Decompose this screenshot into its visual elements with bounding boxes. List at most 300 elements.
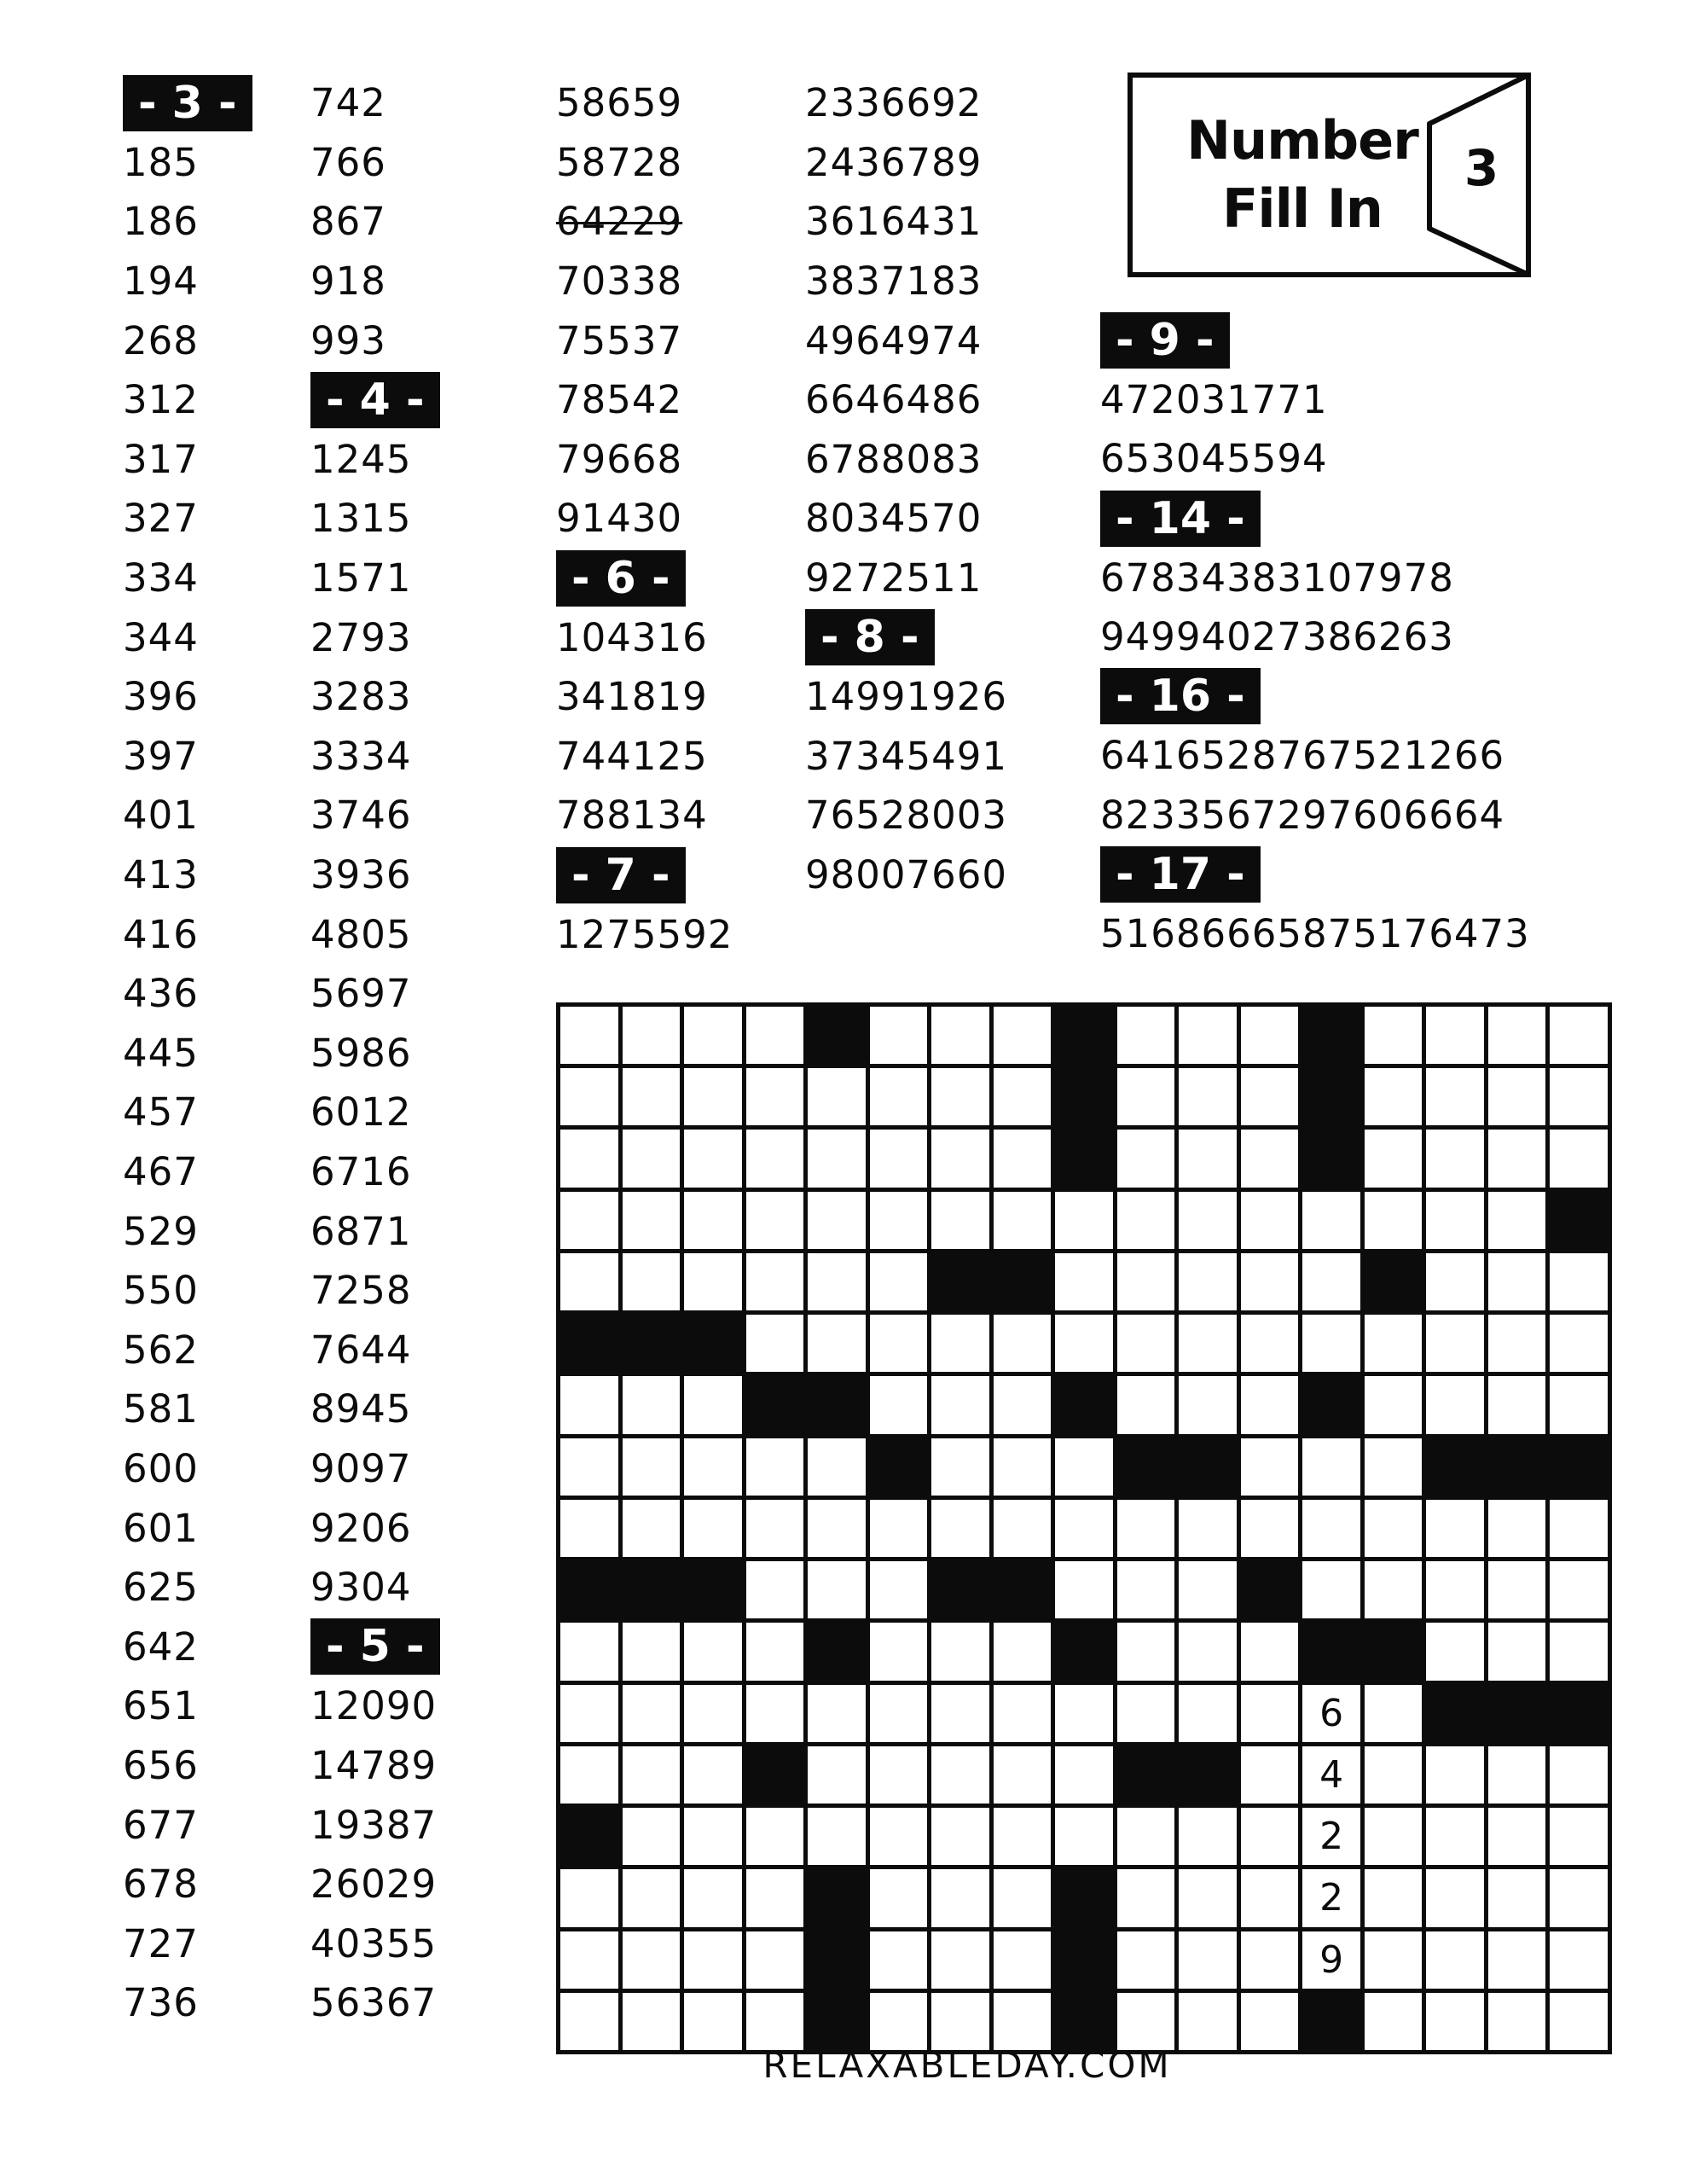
grid-cell[interactable] — [746, 1685, 804, 1742]
grid-cell[interactable] — [1179, 1130, 1237, 1187]
grid-cell[interactable] — [684, 1869, 742, 1926]
number-entry-text[interactable]: 397 — [123, 733, 199, 779]
grid-cell[interactable] — [1488, 1931, 1546, 1989]
grid-cell[interactable] — [560, 1746, 618, 1804]
grid-cell[interactable] — [1426, 1315, 1484, 1372]
number-entry-text[interactable]: 1571 — [310, 555, 412, 601]
grid-cell[interactable] — [1179, 1315, 1237, 1372]
number-entry-text[interactable]: 344 — [123, 614, 199, 660]
grid-cell[interactable] — [931, 1746, 989, 1804]
number-entry-text[interactable]: 98007660 — [805, 852, 1008, 898]
grid-cell[interactable] — [1302, 1253, 1360, 1310]
grid-cell[interactable] — [684, 1808, 742, 1865]
grid-cell[interactable] — [684, 1007, 742, 1064]
number-entry-text[interactable]: 70338 — [556, 258, 683, 305]
number-entry-text[interactable]: 727 — [123, 1920, 199, 1966]
grid-cell[interactable] — [684, 1746, 742, 1804]
grid-cell[interactable] — [1488, 1007, 1546, 1064]
grid-cell[interactable] — [1426, 1561, 1484, 1618]
number-entry-text[interactable]: 8034570 — [805, 496, 983, 542]
grid-cell[interactable] — [870, 1253, 928, 1310]
grid-cell[interactable] — [1365, 1007, 1423, 1064]
grid-cell[interactable] — [870, 1869, 928, 1926]
grid-cell[interactable] — [994, 1315, 1052, 1372]
number-entry-text[interactable]: 6716 — [310, 1148, 412, 1194]
grid-cell[interactable] — [746, 1808, 804, 1865]
grid-cell[interactable] — [1117, 1253, 1175, 1310]
grid-cell[interactable] — [1365, 1068, 1423, 1125]
number-entry-text[interactable]: 457 — [123, 1089, 199, 1136]
grid-cell[interactable] — [1241, 1931, 1299, 1989]
grid-cell[interactable] — [1241, 1623, 1299, 1680]
grid-cell[interactable] — [1055, 1253, 1113, 1310]
number-entry-text[interactable]: 312 — [123, 377, 199, 423]
number-entry-text[interactable]: 642 — [123, 1623, 199, 1670]
grid-cell[interactable] — [684, 1253, 742, 1310]
number-entry-text[interactable]: 3936 — [310, 852, 412, 898]
grid-cell[interactable] — [1241, 1192, 1299, 1249]
grid-cell[interactable] — [1426, 1068, 1484, 1125]
number-entry-text[interactable]: 78542 — [556, 377, 683, 423]
number-entry-text[interactable]: 6646486 — [805, 377, 983, 423]
grid-cell[interactable] — [1055, 1315, 1113, 1372]
grid-cell[interactable] — [623, 1253, 681, 1310]
number-entry-text[interactable]: 6416528767521266 — [1100, 733, 1505, 779]
grid-cell[interactable] — [1426, 1931, 1484, 1989]
number-entry-text[interactable]: 401 — [123, 793, 199, 839]
grid-cell[interactable] — [870, 1746, 928, 1804]
grid-cell[interactable] — [994, 1993, 1052, 2050]
grid-cell[interactable] — [560, 1068, 618, 1125]
grid-cell[interactable] — [1550, 1746, 1608, 1804]
grid-cell[interactable] — [1550, 1623, 1608, 1680]
number-entry-text[interactable]: 396 — [123, 674, 199, 720]
grid-cell[interactable] — [1488, 1808, 1546, 1865]
grid-cell[interactable] — [1426, 1500, 1484, 1557]
grid-cell[interactable] — [1179, 1253, 1237, 1310]
grid-cell[interactable] — [746, 1130, 804, 1187]
grid-cell[interactable] — [808, 1130, 866, 1187]
grid-cell[interactable] — [870, 1130, 928, 1187]
grid-cell[interactable] — [1179, 1192, 1237, 1249]
grid-cell[interactable] — [1117, 1500, 1175, 1557]
grid-cell[interactable] — [994, 1438, 1052, 1496]
grid-cell[interactable] — [931, 1931, 989, 1989]
grid-cell[interactable] — [1550, 1561, 1608, 1618]
grid-cell[interactable] — [1426, 1623, 1484, 1680]
grid-cell[interactable] — [1117, 1561, 1175, 1618]
grid-cell[interactable] — [684, 1192, 742, 1249]
grid-cell[interactable] — [1426, 1253, 1484, 1310]
grid-cell[interactable] — [560, 1438, 618, 1496]
grid-cell[interactable] — [1488, 1561, 1546, 1618]
grid-cell[interactable] — [1550, 1007, 1608, 1064]
grid-cell[interactable] — [1179, 1561, 1237, 1618]
number-entry-text[interactable]: 467 — [123, 1148, 199, 1194]
number-entry-text[interactable]: 37345491 — [805, 733, 1008, 779]
grid-cell[interactable] — [1550, 1068, 1608, 1125]
grid-cell[interactable] — [1117, 1068, 1175, 1125]
grid-cell[interactable] — [1550, 1808, 1608, 1865]
grid-cell[interactable] — [684, 1068, 742, 1125]
grid-cell[interactable] — [1488, 1068, 1546, 1125]
grid-cell[interactable] — [870, 1315, 928, 1372]
grid-cell[interactable] — [1055, 1808, 1113, 1865]
grid-cell[interactable] — [1179, 1376, 1237, 1433]
grid-cell-filled[interactable]: 9 — [1302, 1931, 1360, 1989]
grid-cell[interactable] — [1241, 1993, 1299, 2050]
grid-cell[interactable] — [808, 1068, 866, 1125]
grid-cell[interactable] — [1488, 1869, 1546, 1926]
number-entry-text[interactable]: 472031771 — [1100, 376, 1328, 422]
grid-cell[interactable] — [1550, 1315, 1608, 1372]
grid-cell[interactable] — [623, 1808, 681, 1865]
grid-cell[interactable] — [1117, 1130, 1175, 1187]
grid-cell[interactable] — [1550, 1931, 1608, 1989]
grid-cell[interactable] — [1055, 1438, 1113, 1496]
number-entry-text[interactable]: 51686665875176473 — [1100, 911, 1530, 957]
grid-cell-filled[interactable]: 6 — [1302, 1685, 1360, 1742]
grid-cell[interactable] — [560, 1192, 618, 1249]
grid-cell[interactable] — [1302, 1561, 1360, 1618]
grid-cell[interactable] — [560, 1500, 618, 1557]
grid-cell[interactable] — [870, 1685, 928, 1742]
grid-cell[interactable] — [931, 1685, 989, 1742]
grid-cell[interactable] — [560, 1623, 618, 1680]
grid-cell[interactable] — [623, 1869, 681, 1926]
grid-cell[interactable] — [1426, 1808, 1484, 1865]
number-entry-text[interactable]: 26029 — [310, 1862, 438, 1908]
number-entry-text[interactable]: 993 — [310, 317, 386, 363]
grid-cell[interactable] — [746, 1068, 804, 1125]
grid-cell[interactable] — [1117, 1315, 1175, 1372]
number-entry-text[interactable]: 3837183 — [805, 258, 983, 305]
grid-cell[interactable] — [1365, 1500, 1423, 1557]
grid-cell[interactable] — [623, 1685, 681, 1742]
grid-cell[interactable] — [623, 1931, 681, 1989]
grid-cell[interactable] — [1550, 1993, 1608, 2050]
grid-cell[interactable] — [994, 1623, 1052, 1680]
grid-cell[interactable] — [1488, 1746, 1546, 1804]
grid-cell[interactable] — [1179, 1808, 1237, 1865]
grid-cell[interactable] — [931, 1376, 989, 1433]
grid-cell[interactable] — [746, 1007, 804, 1064]
number-entry-text[interactable]: 4805 — [310, 911, 412, 957]
grid-cell[interactable] — [994, 1130, 1052, 1187]
grid-cell[interactable] — [808, 1746, 866, 1804]
number-entry-text[interactable]: 653045594 — [1100, 436, 1328, 482]
grid-cell[interactable] — [1426, 1869, 1484, 1926]
number-entry-text[interactable]: 788134 — [556, 793, 708, 839]
grid-cell[interactable] — [1179, 1685, 1237, 1742]
grid-cell[interactable] — [994, 1007, 1052, 1064]
grid-cell[interactable] — [746, 1623, 804, 1680]
grid-cell[interactable] — [1365, 1869, 1423, 1926]
grid-cell[interactable] — [1055, 1561, 1113, 1618]
grid-cell[interactable] — [1179, 1623, 1237, 1680]
grid-cell[interactable] — [994, 1685, 1052, 1742]
number-entry-text[interactable]: 918 — [310, 258, 386, 305]
number-entry-text[interactable]: 562 — [123, 1327, 199, 1373]
grid-cell[interactable] — [931, 1623, 989, 1680]
grid-cell-filled[interactable]: 2 — [1302, 1808, 1360, 1865]
grid-cell[interactable] — [1117, 1808, 1175, 1865]
number-entry-text[interactable]: 550 — [123, 1268, 199, 1314]
grid-cell[interactable] — [623, 1130, 681, 1187]
grid-cell[interactable] — [931, 1869, 989, 1926]
number-entry-text[interactable]: 12090 — [310, 1683, 438, 1729]
grid-cell[interactable] — [746, 1438, 804, 1496]
number-entry-text[interactable]: 651 — [123, 1683, 199, 1729]
number-entry-text[interactable]: 3334 — [310, 733, 412, 779]
grid-cell[interactable] — [870, 1623, 928, 1680]
grid-cell[interactable] — [1117, 1685, 1175, 1742]
grid-cell[interactable] — [994, 1931, 1052, 1989]
grid-cell[interactable] — [623, 1438, 681, 1496]
grid-cell[interactable] — [870, 1500, 928, 1557]
number-entry-text[interactable]: 75537 — [556, 317, 683, 363]
number-entry-text[interactable]: 9206 — [310, 1505, 412, 1551]
number-entry-text[interactable]: 6788083 — [805, 436, 983, 482]
grid-cell[interactable] — [1488, 1623, 1546, 1680]
grid-cell[interactable] — [623, 1068, 681, 1125]
grid-cell[interactable] — [1241, 1500, 1299, 1557]
grid-cell[interactable] — [1550, 1253, 1608, 1310]
number-entry-text[interactable]: 9097 — [310, 1445, 412, 1491]
number-entry-text[interactable]: 58659 — [556, 80, 683, 126]
grid-cell[interactable] — [684, 1130, 742, 1187]
grid-cell[interactable] — [560, 1130, 618, 1187]
number-entry-text[interactable]: 766 — [310, 139, 386, 185]
number-entry-text[interactable]: 436 — [123, 971, 199, 1017]
number-entry-text[interactable]: 4964974 — [805, 317, 983, 363]
grid-cell[interactable] — [1117, 1192, 1175, 1249]
grid-cell[interactable] — [1117, 1931, 1175, 1989]
number-entry-text[interactable]: 94994027386263 — [1100, 614, 1454, 660]
grid-cell[interactable] — [1365, 1808, 1423, 1865]
number-entry-text[interactable]: 656 — [123, 1742, 199, 1788]
grid-cell[interactable] — [560, 1007, 618, 1064]
grid-cell[interactable] — [1488, 1500, 1546, 1557]
number-entry-text[interactable]: 14991926 — [805, 674, 1008, 720]
grid-cell[interactable] — [870, 1931, 928, 1989]
grid-cell[interactable] — [870, 1561, 928, 1618]
grid-cell[interactable] — [1302, 1438, 1360, 1496]
grid-cell[interactable] — [746, 1192, 804, 1249]
grid-cell[interactable] — [684, 1993, 742, 2050]
grid-cell[interactable] — [1241, 1376, 1299, 1433]
number-entry-text[interactable]: 7644 — [310, 1327, 412, 1373]
grid-cell[interactable] — [994, 1869, 1052, 1926]
grid-cell[interactable] — [1241, 1253, 1299, 1310]
grid-cell[interactable] — [1550, 1869, 1608, 1926]
grid-cell[interactable] — [1488, 1253, 1546, 1310]
grid-cell[interactable] — [994, 1068, 1052, 1125]
grid-cell[interactable] — [1117, 1007, 1175, 1064]
grid-cell[interactable] — [931, 1192, 989, 1249]
number-entry-text[interactable]: 14789 — [310, 1742, 438, 1788]
number-entry-text[interactable]: 317 — [123, 436, 199, 482]
grid-cell[interactable] — [623, 1623, 681, 1680]
grid-cell[interactable] — [746, 1500, 804, 1557]
number-entry-text[interactable]: 194 — [123, 258, 199, 305]
grid-cell[interactable] — [1241, 1315, 1299, 1372]
grid-cell[interactable] — [1488, 1376, 1546, 1433]
number-entry-text[interactable]: 9272511 — [805, 555, 983, 601]
number-entry-text[interactable]: 58728 — [556, 139, 683, 185]
grid-cell[interactable] — [1365, 1315, 1423, 1372]
grid-cell[interactable] — [684, 1500, 742, 1557]
number-entry-text[interactable]: 1275592 — [556, 911, 733, 957]
number-entry-text[interactable]: 7258 — [310, 1268, 412, 1314]
grid-cell[interactable] — [1365, 1931, 1423, 1989]
grid-cell[interactable] — [994, 1192, 1052, 1249]
grid-cell[interactable] — [808, 1685, 866, 1742]
number-entry-text[interactable]: 334 — [123, 555, 199, 601]
grid-cell[interactable] — [560, 1993, 618, 2050]
grid-cell[interactable] — [808, 1561, 866, 1618]
grid-cell[interactable] — [931, 1500, 989, 1557]
number-entry-text[interactable]: 744125 — [556, 733, 708, 779]
grid-cell[interactable] — [1488, 1993, 1546, 2050]
grid-cell[interactable] — [870, 1808, 928, 1865]
grid-cell[interactable] — [1302, 1500, 1360, 1557]
number-entry-text[interactable]: 3746 — [310, 793, 412, 839]
grid-cell[interactable] — [1241, 1130, 1299, 1187]
grid-cell[interactable] — [1550, 1376, 1608, 1433]
number-entry-text[interactable]: 79668 — [556, 436, 683, 482]
grid-cell[interactable] — [1488, 1130, 1546, 1187]
grid-cell[interactable] — [623, 1500, 681, 1557]
grid-cell[interactable] — [1241, 1869, 1299, 1926]
grid-cell[interactable] — [994, 1500, 1052, 1557]
grid-cell[interactable] — [623, 1007, 681, 1064]
number-entry-text[interactable]: 327 — [123, 496, 199, 542]
number-entry-text[interactable]: 6012 — [310, 1089, 412, 1136]
number-entry-text[interactable]: 2793 — [310, 614, 412, 660]
number-entry-text[interactable]: 186 — [123, 199, 199, 245]
number-entry-text[interactable]: 5986 — [310, 1030, 412, 1076]
grid-cell[interactable] — [931, 1993, 989, 2050]
number-entry-text[interactable]: 581 — [123, 1386, 199, 1432]
grid-cell[interactable] — [870, 1376, 928, 1433]
grid-cell[interactable] — [1179, 1931, 1237, 1989]
number-entry-text[interactable]: 625 — [123, 1565, 199, 1611]
grid-cell[interactable] — [1241, 1007, 1299, 1064]
number-entry-text[interactable]: 736 — [123, 1980, 199, 2026]
number-entry-text[interactable]: 600 — [123, 1445, 199, 1491]
grid-cell[interactable] — [560, 1376, 618, 1433]
number-entry-text[interactable]: 445 — [123, 1030, 199, 1076]
grid-cell[interactable] — [1179, 1500, 1237, 1557]
number-entry-text[interactable]: 529 — [123, 1208, 199, 1254]
grid-cell[interactable] — [1426, 1130, 1484, 1187]
grid-cell[interactable] — [746, 1931, 804, 1989]
grid-cell[interactable] — [1426, 1192, 1484, 1249]
number-entry-text[interactable]: 5697 — [310, 971, 412, 1017]
number-entry-text[interactable]: 413 — [123, 852, 199, 898]
number-entry-text[interactable]: 40355 — [310, 1920, 438, 1966]
grid-cell[interactable] — [560, 1931, 618, 1989]
grid-cell[interactable] — [931, 1315, 989, 1372]
grid-cell[interactable] — [1117, 1623, 1175, 1680]
number-entry-text[interactable]: 6871 — [310, 1208, 412, 1254]
grid-cell[interactable] — [1179, 1068, 1237, 1125]
grid-cell[interactable] — [1426, 1376, 1484, 1433]
number-entry-text[interactable]: 867 — [310, 199, 386, 245]
grid-cell[interactable] — [808, 1253, 866, 1310]
number-entry-text[interactable]: 19387 — [310, 1802, 438, 1848]
grid-cell[interactable] — [684, 1685, 742, 1742]
grid-cell[interactable] — [746, 1869, 804, 1926]
grid-cell[interactable] — [1179, 1869, 1237, 1926]
grid-cell[interactable] — [870, 1993, 928, 2050]
grid-cell[interactable] — [1302, 1192, 1360, 1249]
grid-cell[interactable] — [1241, 1808, 1299, 1865]
grid-cell[interactable] — [684, 1931, 742, 1989]
number-entry-text[interactable]: 341819 — [556, 674, 708, 720]
grid-cell[interactable] — [1488, 1192, 1546, 1249]
grid-cell[interactable] — [1365, 1993, 1423, 2050]
grid-cell[interactable] — [1550, 1130, 1608, 1187]
grid-cell[interactable] — [1055, 1192, 1113, 1249]
grid-cell[interactable] — [994, 1808, 1052, 1865]
number-entry-text[interactable]: 742 — [310, 80, 386, 126]
grid-cell[interactable] — [808, 1500, 866, 1557]
number-entry-text[interactable]: 67834383107978 — [1100, 555, 1454, 601]
number-entry-text[interactable]: 9304 — [310, 1565, 412, 1611]
grid-cell[interactable] — [560, 1869, 618, 1926]
grid-cell[interactable] — [1241, 1068, 1299, 1125]
grid-cell[interactable] — [1302, 1315, 1360, 1372]
grid-cell[interactable] — [1241, 1438, 1299, 1496]
number-entry-text[interactable]: 2436789 — [805, 139, 983, 185]
grid-cell[interactable] — [1365, 1438, 1423, 1496]
number-entry-text[interactable]: 3283 — [310, 674, 412, 720]
grid-cell[interactable] — [1117, 1376, 1175, 1433]
number-entry-text[interactable]: 8945 — [310, 1386, 412, 1432]
grid-cell[interactable] — [1365, 1376, 1423, 1433]
number-entry-text[interactable]: 601 — [123, 1505, 199, 1551]
grid-cell[interactable] — [994, 1746, 1052, 1804]
grid-cell[interactable] — [1550, 1500, 1608, 1557]
number-entry-text[interactable]: 1245 — [310, 436, 412, 482]
grid-cell[interactable] — [1365, 1561, 1423, 1618]
grid-cell[interactable] — [684, 1376, 742, 1433]
number-entry-text[interactable]: 91430 — [556, 496, 683, 542]
number-entry-text[interactable]: 677 — [123, 1802, 199, 1848]
grid-cell[interactable] — [808, 1192, 866, 1249]
grid-cell[interactable] — [1241, 1746, 1299, 1804]
number-entry-text[interactable]: 3616431 — [805, 199, 983, 245]
grid-cell[interactable] — [560, 1685, 618, 1742]
grid-cell[interactable] — [870, 1007, 928, 1064]
grid-cell[interactable] — [746, 1253, 804, 1310]
grid-cell[interactable] — [808, 1315, 866, 1372]
number-entry-text[interactable]: 416 — [123, 911, 199, 957]
grid-cell[interactable] — [623, 1993, 681, 2050]
grid-cell[interactable] — [1241, 1685, 1299, 1742]
grid-cell[interactable] — [746, 1993, 804, 2050]
grid-cell[interactable] — [931, 1808, 989, 1865]
number-entry-text[interactable]: 56367 — [310, 1980, 438, 2026]
grid-cell[interactable] — [684, 1438, 742, 1496]
grid-cell[interactable] — [1426, 1007, 1484, 1064]
grid-cell[interactable] — [746, 1561, 804, 1618]
number-entry-text[interactable]: 2336692 — [805, 80, 983, 126]
number-entry-text[interactable]: 8233567297606664 — [1100, 793, 1505, 839]
number-entry-text[interactable]: 185 — [123, 139, 199, 185]
